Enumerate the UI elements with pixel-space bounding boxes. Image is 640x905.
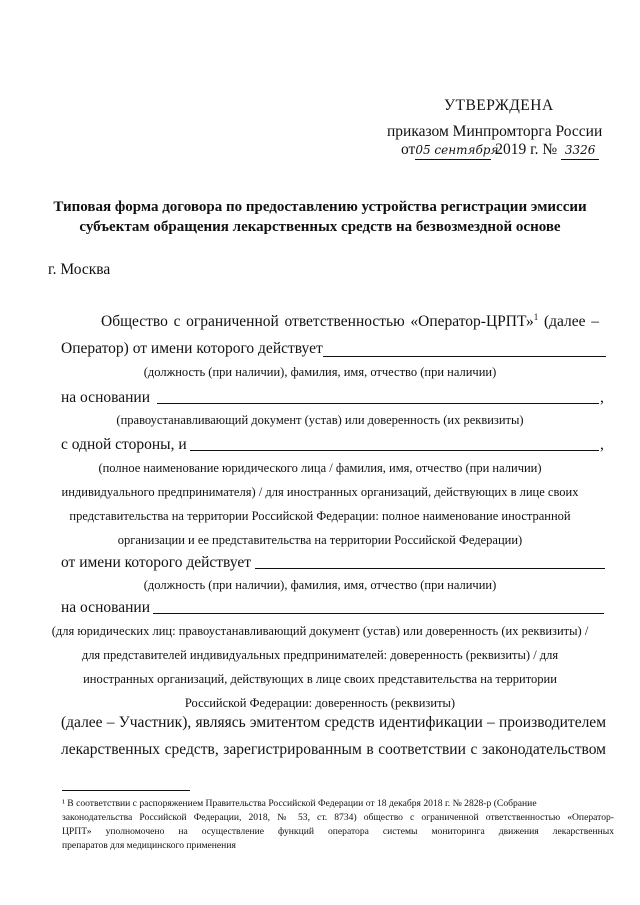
counterparty-representative-field[interactable] xyxy=(255,568,605,569)
footnote-line-3: ЦРПТ» уполномочено на осуществление функций оператора системы мониторинга движения лекарственных xyxy=(62,826,614,837)
footnote-divider xyxy=(62,790,190,791)
document-title-line-2: субъектам обращения лекарственных средств на безвозмездной основе xyxy=(79,219,561,235)
footnote-line-1: ¹ В соответствии с распоряжением Правительства Российской Федерации от 18 декабря 2018 г. № 2828-р (Собрание xyxy=(62,798,537,809)
basis-field-2[interactable] xyxy=(153,613,604,614)
intro-line xyxy=(101,313,599,331)
hint-position-1: (должность (при наличии), фамилия, имя, отчество (при наличии) xyxy=(143,365,497,379)
footnote-ref: 1 xyxy=(533,311,539,322)
city: г. Москва xyxy=(48,261,111,278)
date-year: 2019 г. № xyxy=(495,141,558,158)
date-handwritten-field xyxy=(415,141,499,160)
participant-line-2: лекарственных средств, зарегистрированным в соответствии с законодательством xyxy=(61,741,606,758)
counterparty-name-field[interactable] xyxy=(190,450,599,451)
participant-line-1: (далее – Участник), являясь эмитентом средств идентификации – производителем xyxy=(61,714,606,731)
intro-text: Общество с ограниченной ответственностью «Оператор-ЦРПТ» xyxy=(101,313,534,330)
hint-basis-4: Российской Федерации: доверенность (реквизиты) xyxy=(184,696,456,710)
on-behalf-label: от имени которого действует xyxy=(61,554,252,571)
basis-field-1[interactable] xyxy=(157,403,599,404)
basis-label-1: на основании xyxy=(61,389,150,406)
order-number-field xyxy=(561,141,599,160)
order-reference: приказом Минпромторга России xyxy=(387,123,603,140)
order-number-handwritten: 3326 xyxy=(564,143,596,157)
operator-prefix: Оператор) от имени которого действует xyxy=(61,340,323,357)
hint-document-1: (правоустанавливающий документ (устав) или доверенность (их реквизиты) xyxy=(116,413,524,427)
hint-basis-1: (для юридических лиц: правоустанавливающий документ (устав) или доверенность (их реквизиты) / xyxy=(51,624,589,638)
hint-basis-3: иностранных организаций, действующих в лице своих представительства на территории xyxy=(83,672,557,686)
comma-1: , xyxy=(600,389,604,406)
hint-position-2: (должность (при наличии), фамилия, имя, отчество (при наличии) xyxy=(143,578,497,592)
document-title-line-1: Типовая форма договора по предоставлению устройства регистрации эмиссии xyxy=(53,199,587,215)
operator-representative-field[interactable] xyxy=(323,356,606,357)
hint-org-2: индивидуального предпринимателя) / для иностранных организаций, действующих в лице своих xyxy=(61,485,579,499)
date-handwritten: 05 сентября xyxy=(415,143,499,157)
basis-label-2: на основании xyxy=(61,599,150,616)
footnote-line-2: законодательства Российской Федерации, 2018, № 53, ст. 8734) общество с ограниченной ответственностью «Оператор- xyxy=(62,812,614,823)
hint-org-3: представительства на территории Российской Федерации: полное наименование иностранной xyxy=(69,509,571,523)
hint-basis-2: для представителей индивидуальных предпринимателей: доверенность (реквизиты) / для xyxy=(81,648,559,662)
footnote-line-4: препаратов для медицинского применения xyxy=(62,840,236,851)
date-prefix: от xyxy=(401,141,416,158)
order-date-line xyxy=(401,141,599,160)
approval-stamp: УТВЕРЖДЕНА xyxy=(444,97,554,114)
intro-tail: (далее – xyxy=(538,313,600,330)
hint-org-1: (полное наименование юридического лица / фамилия, имя, отчество (при наличии) xyxy=(98,461,542,475)
comma-2: , xyxy=(600,436,604,453)
one-side-label: с одной стороны, и xyxy=(61,436,187,453)
hint-org-4: организации и ее представительства на территории Российской Федерации) xyxy=(117,533,523,547)
